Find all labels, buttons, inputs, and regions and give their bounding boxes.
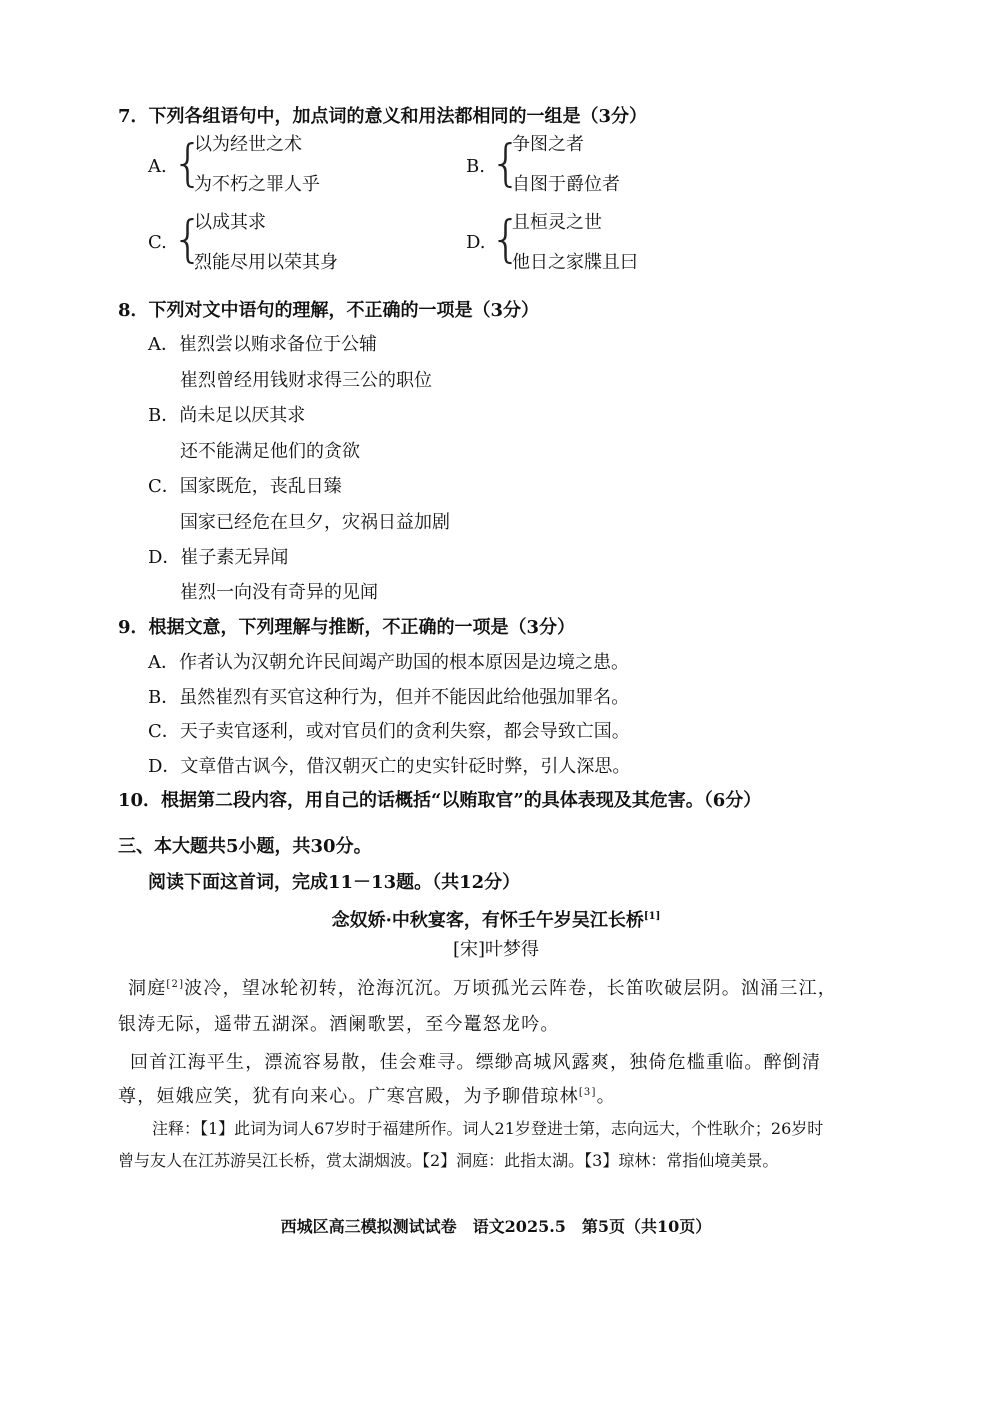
q10-stem: 10．根据第二段内容，用自己的话概括“以贿取官”的具体表现及其危害。（6分） (118, 790, 762, 811)
q7-option-a-label: A. (148, 156, 167, 177)
poem-note-2: [2] (166, 979, 185, 990)
q7-option-b-brace: { (490, 134, 522, 192)
poem-text: 尊，姮娥应笑，犹有向来心。广寒宫殿，为予聊借琼林 (118, 1086, 579, 1107)
section3-heading: 三、本大题共5小题，共30分。 (118, 836, 372, 857)
q9-option-b: B．虽然崔烈有买官这种行为，但并不能因此给他强加罪名。 (148, 687, 630, 708)
poem-annotation-2: 曾与友人在江苏游吴江长桥，赏太湖烟波。【2】洞庭：此指太湖。【3】琼林：常指仙境美景。 (118, 1151, 779, 1170)
poem-text: 波冷，望冰轮初转，沧海沉沉。万顷孤光云阵卷，长笛吹破层阴。汹涌三江， (184, 978, 837, 999)
poem-annotation-1: 注释：【1】此词为词人67岁时于福建所作。词人21岁登进士第，志向远大，个性耿介；26岁时 (152, 1119, 824, 1138)
q8-option-b-translation: 还不能满足他们的贪欲 (180, 441, 360, 462)
q7-option-b-label: B. (466, 156, 485, 177)
q8-option-a: A．崔烈尝以贿求备位于公辅 (148, 334, 377, 355)
q9-stem: 9．根据文意，下列理解与推断，不正确的一项是（3分） (118, 617, 576, 638)
q7-option-c-line1: 以成其求 (194, 212, 266, 233)
poem-text: 。 (596, 1086, 616, 1107)
poem-title-text: 念奴娇·中秋宴客，有怀壬午岁吴江长桥 (331, 910, 644, 931)
q9-option-d: D．文章借古讽今，借汉朝灭亡的史实针砭时弊，引人深思。 (148, 756, 631, 777)
section3-intro: 阅读下面这首词，完成11－13题。（共12分） (148, 872, 521, 893)
poem-title-note: [1] (643, 911, 661, 922)
q7-option-b-line2: 自图于爵位者 (512, 174, 620, 195)
q7-option-d-brace: { (490, 210, 522, 268)
q8-option-a-translation: 崔烈曾经用钱财求得三公的职位 (180, 370, 432, 391)
q8-option-b: B．尚未足以厌其求 (148, 405, 306, 426)
poem-line-1 (128, 972, 837, 1002)
q8-option-c: C．国家既危，丧乱日臻 (148, 476, 342, 497)
poem-line-2: 银涛无际，遥带五湖深。酒阑歌罢，至今鼍怒龙吟。 (118, 1014, 560, 1035)
q7-option-b-line1: 争图之者 (512, 134, 584, 155)
q7-option-d-label: D. (466, 232, 486, 253)
q8-option-d-translation: 崔烈一向没有奇异的见闻 (180, 582, 378, 603)
poem-author: [宋]叶梦得 (452, 939, 540, 960)
q7-stem: 7．下列各组语句中，加点词的意义和用法都相同的一组是（3分） (118, 106, 648, 127)
q9-option-c: C．天子卖官逐利，或对官员们的贪利失察，都会导致亡国。 (148, 721, 630, 742)
poem-line-3: 回首江海平生，漂流容易散，佳会难寻。缥缈高城风露爽，独倚危槛重临。醉倒清 (130, 1052, 822, 1073)
poem-text: 洞庭 (128, 978, 167, 999)
q8-stem: 8．下列对文中语句的理解，不正确的一项是（3分） (118, 300, 540, 321)
q7-option-c-label: C. (148, 232, 167, 253)
q8-option-d: D．崔子素无异闻 (148, 547, 289, 568)
page-footer: 西城区高三模拟测试试卷 语文2025.5 第5页（共10页） (280, 1217, 712, 1236)
poem-title (0, 904, 992, 934)
q7-option-a-brace: { (172, 134, 204, 192)
q7-option-a-line2: 为不朽之罪人乎 (194, 174, 320, 195)
q7-option-a-line1: 以为经世之术 (194, 134, 302, 155)
q7-option-c-line2: 烈能尽用以荣其身 (194, 252, 338, 273)
q7-option-d-line2: 他日之家牒且曰 (512, 252, 638, 273)
q7-option-c-brace: { (172, 210, 204, 268)
q7-option-d-line1: 且桓灵之世 (512, 212, 602, 233)
poem-note-3: [3] (578, 1087, 597, 1098)
q9-option-a: A．作者认为汉朝允许民间竭产助国的根本原因是边境之患。 (148, 652, 629, 673)
q8-option-c-translation: 国家已经危在旦夕，灾祸日益加剧 (180, 512, 450, 533)
poem-line-4 (118, 1080, 616, 1110)
